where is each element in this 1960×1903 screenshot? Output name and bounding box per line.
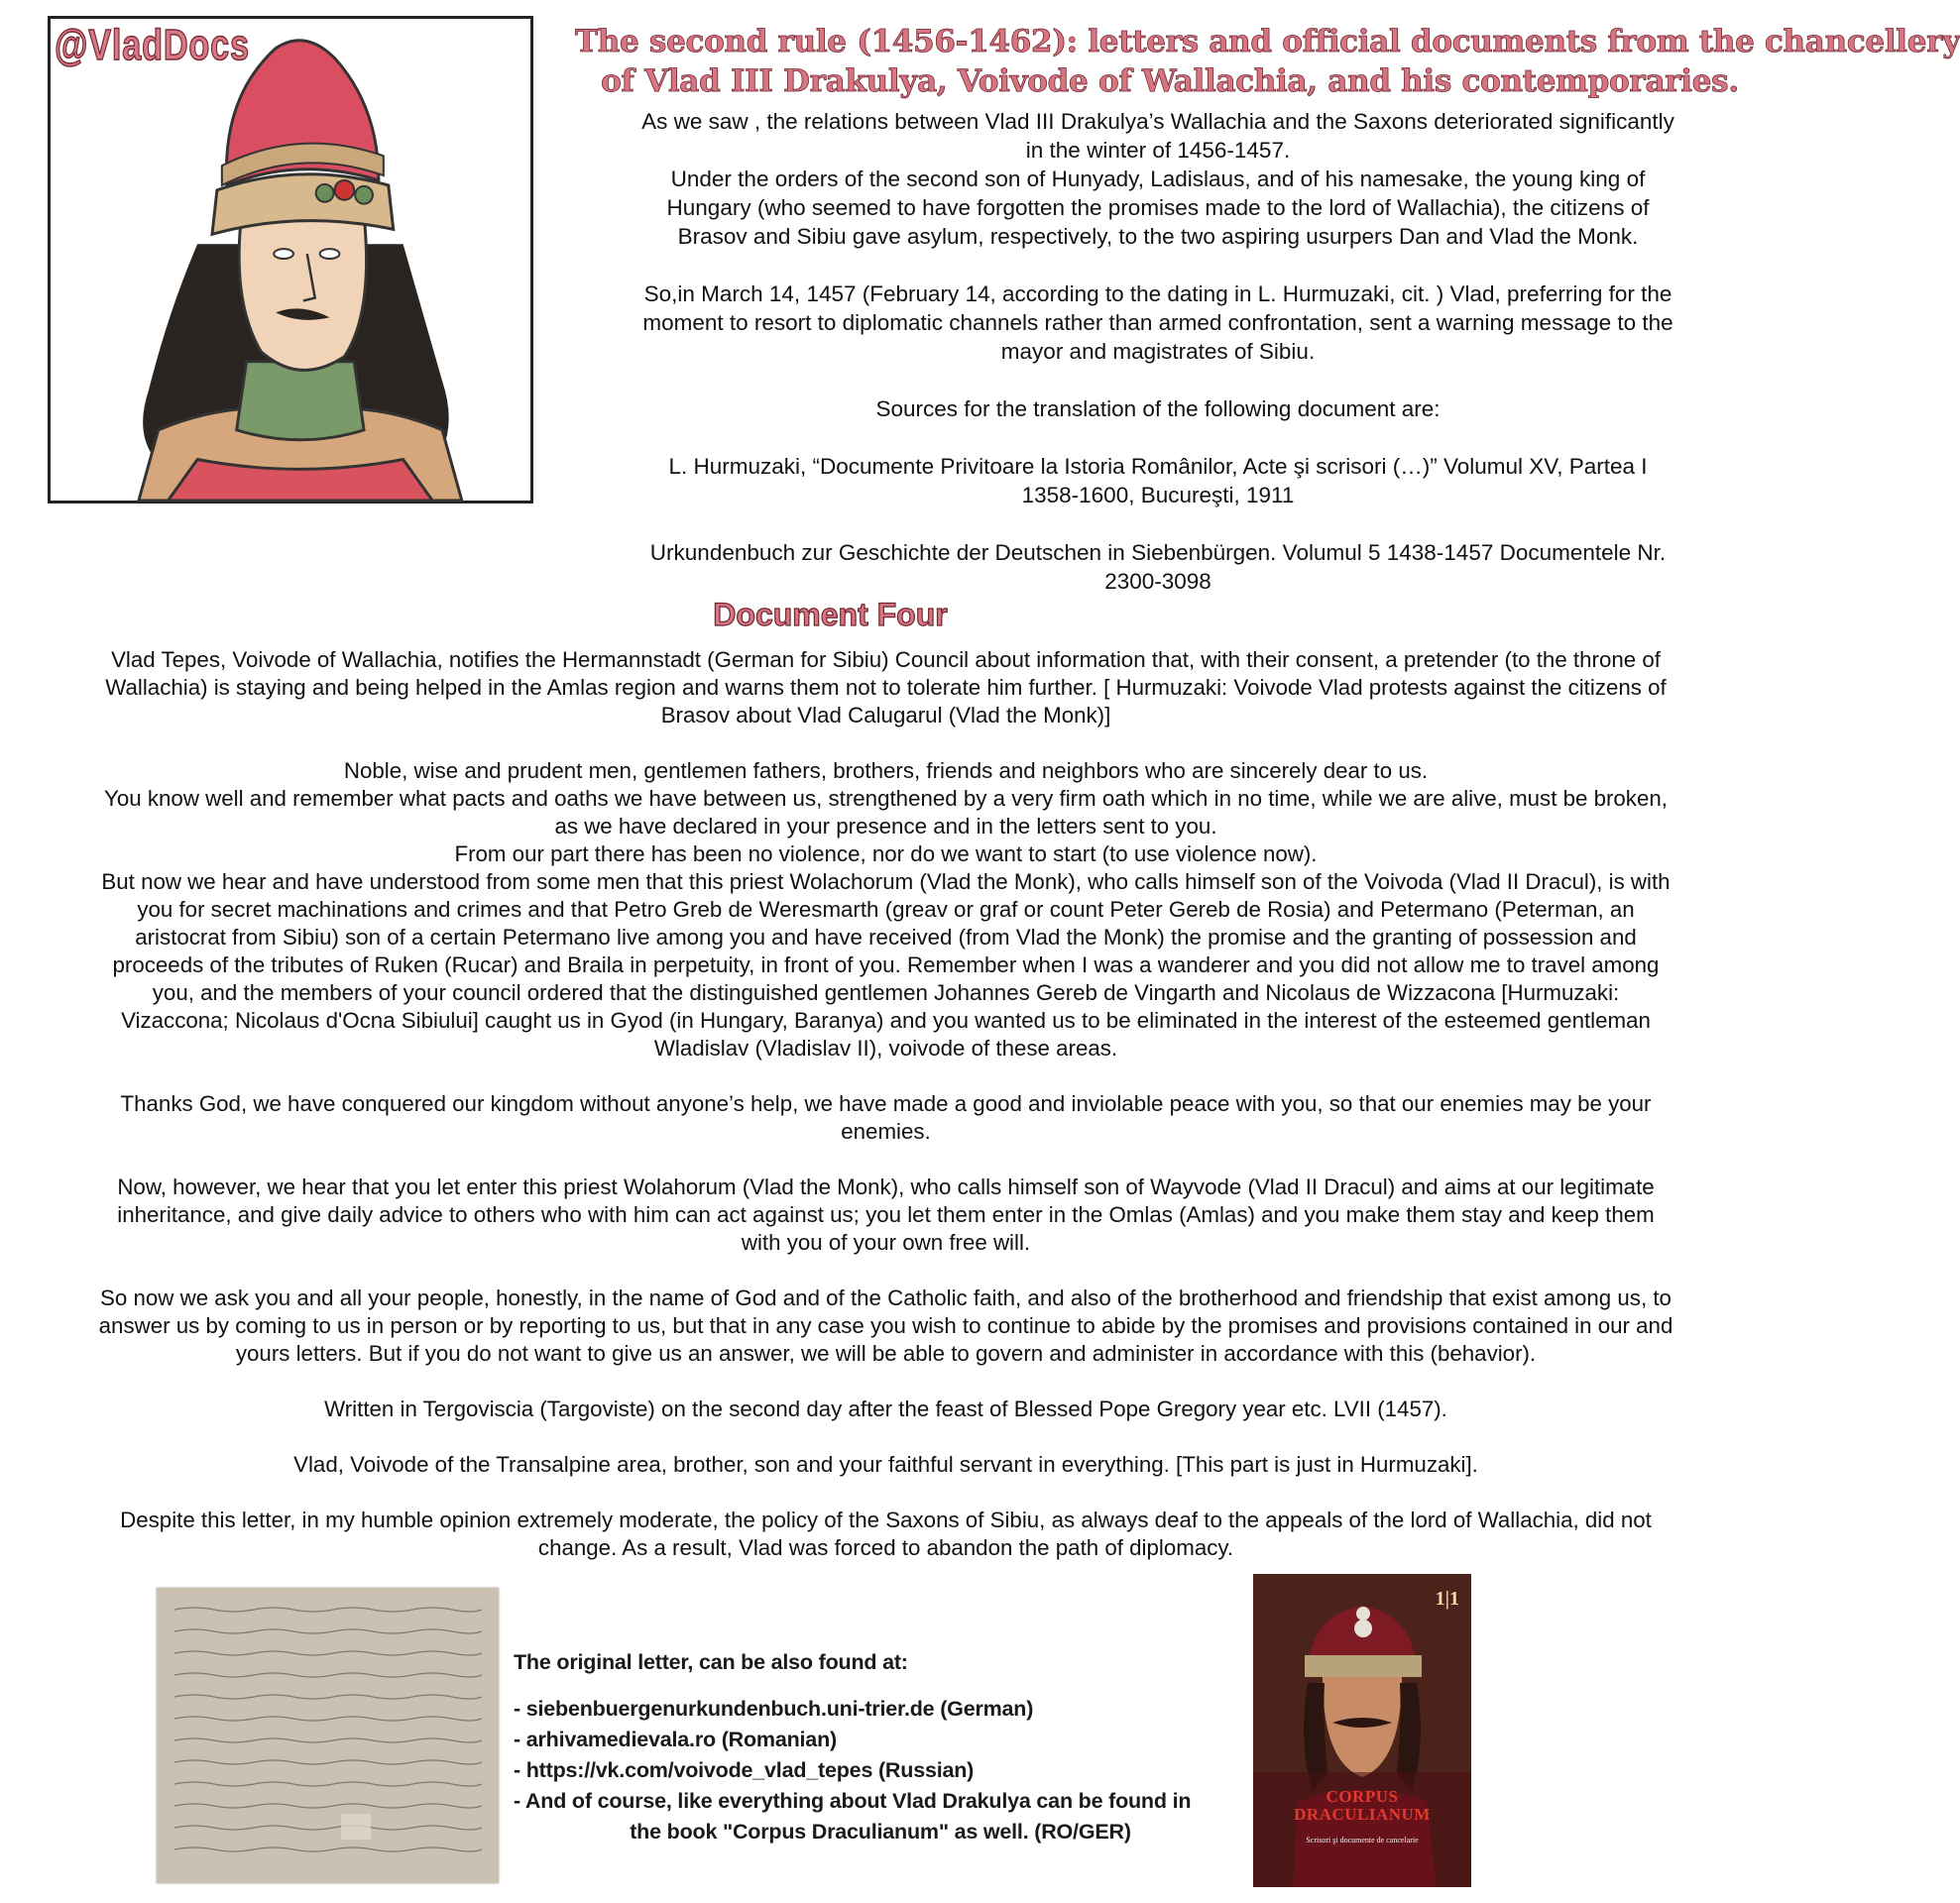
source-urkundenbuch-line2: 2300-3098 xyxy=(1104,569,1211,594)
wolahorum-line2: inheritance, and give daily advice to others who with him can act against us; you let them enter in the Omlas (Amlas) and you make them stay and keep them xyxy=(117,1202,1655,1227)
sources-heading: Sources for the translation of the following document are: xyxy=(875,396,1441,421)
priest-line6: Vizaccona; Nicolaus d'Ocna Sibiului] caught us in Gyod (in Hungary, Baranya) and you wanted us to be eliminated in the interest of the esteemed gentleman xyxy=(121,1008,1651,1033)
intro-p3-line2: moment to resort to diplomatic channels rather than armed confrontation, sent a warning message to the xyxy=(642,310,1673,335)
source-book-line1: - And of course, like everything about Vlad Drakulya can be found in xyxy=(514,1789,1192,1813)
letter-signature: Vlad, Voivode of the Transalpine area, brother, son and your faithful servant in everything. [This part is just in Hurmuzaki]. xyxy=(293,1452,1478,1477)
priest-line7: Wladislav (Vladislav II), voivode of these areas. xyxy=(653,1036,1118,1061)
book-title-line1: CORPUS xyxy=(1326,1787,1399,1806)
request-line3: yours letters. But if you do not want to give us an answer, we will be able to govern and administer in accordance with this (behavior). xyxy=(235,1341,1537,1366)
source-hurmuzaki-line1: L. Hurmuzaki, “Documente Privitoare la Istoria Românilor, Acte şi scrisori (…)” Volumul XV, Partea I xyxy=(668,454,1648,479)
letter-paragraph-wolahorum xyxy=(6,1174,1766,1257)
intro-p2-line3: Brasov and Sibiu gave asylum, respectively, to the two aspiring usurpers Dan and Vlad the Monk. xyxy=(677,224,1639,249)
document-heading-text: Document Four xyxy=(713,597,948,632)
closing-line1: Despite this letter, in my humble opinion extremely moderate, the policy of the Saxons of Sibiu, as always deaf to the appeals of the lord of Wallachia, did not xyxy=(120,1508,1652,1532)
source-hurmuzaki xyxy=(551,452,1765,509)
source-link-arhivamedievala[interactable]: - arhivamedievala.ro (Romanian) xyxy=(514,1728,837,1751)
hat-jewel xyxy=(334,180,354,200)
document-summary xyxy=(6,646,1766,729)
intro-p2-line2: Hungary (who seemed to have forgotten the promises made to the lord of Wallachia), the citizens of xyxy=(666,195,1650,220)
letter-paragraph-violence: From our part there has been no violence, nor do we want to start (to use violence now). xyxy=(454,841,1318,866)
wolahorum-line1: Now, however, we hear that you let enter this priest Wolahorum (Vlad the Monk), who calls himself son of Wayvode (Vlad II Dracul) and aims at our legitimate xyxy=(117,1175,1655,1199)
source-link-vk[interactable]: - https://vk.com/voivode_vlad_tepes (Russian) xyxy=(514,1758,975,1782)
priest-line4: proceeds of the tributes of Ruken (Rucar) and Braila in perpetuity, in front of you. Remember when I was a wanderer and you did not allow me to travel among xyxy=(112,952,1660,977)
vladdocs-handle: @VladDocs xyxy=(55,21,250,69)
source-urkundenbuch-line1: Urkundenbuch zur Geschichte der Deutschen in Siebenbürgen. Volumul 5 1438-1457 Documentele Nr. xyxy=(649,540,1667,565)
closing-commentary xyxy=(6,1507,1766,1562)
intro-p2-line1: Under the orders of the second son of Hunyady, Ladislaus, and of his namesake, the young king of xyxy=(670,167,1646,191)
summary-line1: Vlad Tepes, Voivode of Wallachia, notifies the Hermannstadt (German for Sibiu) Council about information that, with their consent, a pretender (to the throne of xyxy=(111,647,1661,672)
further-sources-list xyxy=(514,1647,1247,1847)
wolahorum-line3: with you of your own free will. xyxy=(741,1230,1031,1255)
request-line2: answer us by coming to us in person or by reporting to us, but that in any case you wish to continue to abide by the promises and provisions contained in our and xyxy=(98,1313,1673,1338)
priest-line1: But now we hear and have understood from some men that this priest Wolachorum (Vlad the Monk), who calls himself son of the Voivoda (Vlad II Dracul), is with xyxy=(101,869,1671,894)
intro-paragraph-3 xyxy=(551,280,1765,366)
request-line1: So now we ask you and all your people, honestly, in the name of God and of the Catholic faith, and also of the brotherhood and friendship that exist among us, to xyxy=(100,1286,1672,1310)
summary-line3: Brasov about Vlad Calugarul (Vlad the Monk)] xyxy=(660,703,1111,728)
book-title xyxy=(1253,1788,1471,1824)
letter-dating: Written in Tergoviscia (Targoviste) on the second day after the feast of Blessed Pope Gregory year etc. LVII (1457). xyxy=(324,1397,1447,1421)
left-eye xyxy=(274,249,293,259)
intro-paragraph-1 xyxy=(551,107,1765,165)
book-title-line2: DRACULIANUM xyxy=(1294,1805,1431,1824)
manuscript-handwriting xyxy=(157,1588,499,1883)
right-eye xyxy=(320,249,340,259)
document-heading xyxy=(0,597,1770,633)
book-subtitle: Scrisori şi documente de cancelarie xyxy=(1306,1836,1419,1845)
source-book-line2: the book "Corpus Draculianum" as well. (RO/GER) xyxy=(630,1820,1131,1844)
letter-paragraph-request xyxy=(6,1285,1766,1368)
title-line-2: of Vlad III Drakulya, Voivode of Wallachia, and his contemporaries. xyxy=(601,63,1739,99)
source-link-uni-trier[interactable]: - siebenbuergenurkundenbuch.uni-trier.de (German) xyxy=(514,1697,1034,1721)
title-line-1: The second rule (1456-1462): letters and official documents from the chancellery xyxy=(575,24,1960,59)
face xyxy=(239,215,366,371)
letter-paragraph-oaths xyxy=(6,785,1766,840)
intro-p1-line1: As we saw , the relations between Vlad III Drakulya’s Wallachia and the Saxons deteriorated significantly xyxy=(641,109,1674,134)
closing-line2: change. As a result, Vlad was forced to abandon the path of diplomacy. xyxy=(537,1535,1234,1560)
oaths-line1: You know well and remember what pacts and oaths we have between us, strengthened by a very firm oath which in no time, while we are alive, must be broken, xyxy=(104,786,1668,811)
corpus-draculianum-book-cover xyxy=(1253,1574,1471,1887)
priest-line5: you, and the members of your council ordered that the distinguished gentlemen Johannes Gereb de Vingarth and Nicolaus de Wizzacona [Hurmuzaki: xyxy=(152,980,1620,1005)
source-urkundenbuch xyxy=(551,538,1765,596)
letter-paragraph-thanks xyxy=(6,1090,1766,1146)
priest-line3: aristocrat from Sibiu) son of a certain Petermano live among you and have received (from Vlad the Monk) the promise and the granting of possession and xyxy=(135,925,1637,950)
summary-line2: Wallachia) is staying and being helped in the Amlas region and warns them not to tolerate him further. [ Hurmuzaki: Voivode Vlad protests against the citizens of xyxy=(105,675,1667,700)
intro-p3-line3: mayor and magistrates of Sibiu. xyxy=(1000,339,1316,364)
letter-salutation: Noble, wise and prudent men, gentlemen fathers, brothers, friends and neighbors who are sincerely dear to us. xyxy=(343,758,1429,783)
letter-paragraph-priest xyxy=(6,868,1766,1063)
original-letter-manuscript-image xyxy=(157,1588,499,1883)
thanks-line2: enemies. xyxy=(841,1119,931,1144)
source-hurmuzaki-line2: 1358-1600, Bucureşti, 1911 xyxy=(1021,483,1295,507)
thanks-line1: Thanks God, we have conquered our kingdom without anyone’s help, we have made a good and inviolable peace with you, so that our enemies may be your xyxy=(120,1091,1652,1116)
page-title xyxy=(575,22,1960,101)
hat-jewel-green xyxy=(355,186,373,204)
further-sources-heading: The original letter, can be also found at: xyxy=(514,1650,908,1674)
priest-line2: you for secret machinations and crimes and that Petro Greb de Weresmarth (greav or graf or count Peter Gereb de Rosia) and Petermano (Peterman, an xyxy=(137,897,1635,922)
document-body xyxy=(6,646,1766,1562)
intro-paragraph-2 xyxy=(551,165,1765,251)
hat-jewel-green-2 xyxy=(316,184,334,202)
oaths-line2: as we have declared in your presence and in the letters sent to you. xyxy=(554,814,1217,839)
intro-p3-line1: So,in March 14, 1457 (February 14, according to the dating in L. Hurmuzaki, cit. ) Vlad, preferring for the xyxy=(643,281,1672,306)
intro-section xyxy=(551,107,1765,596)
book-volume-badge: 1|1 xyxy=(1435,1588,1459,1610)
portrait-drawing xyxy=(51,19,530,501)
green-collar xyxy=(237,362,364,440)
vlad-portrait-illustration xyxy=(48,16,533,504)
intro-p1-line2: in the winter of 1456-1457. xyxy=(1025,138,1291,163)
